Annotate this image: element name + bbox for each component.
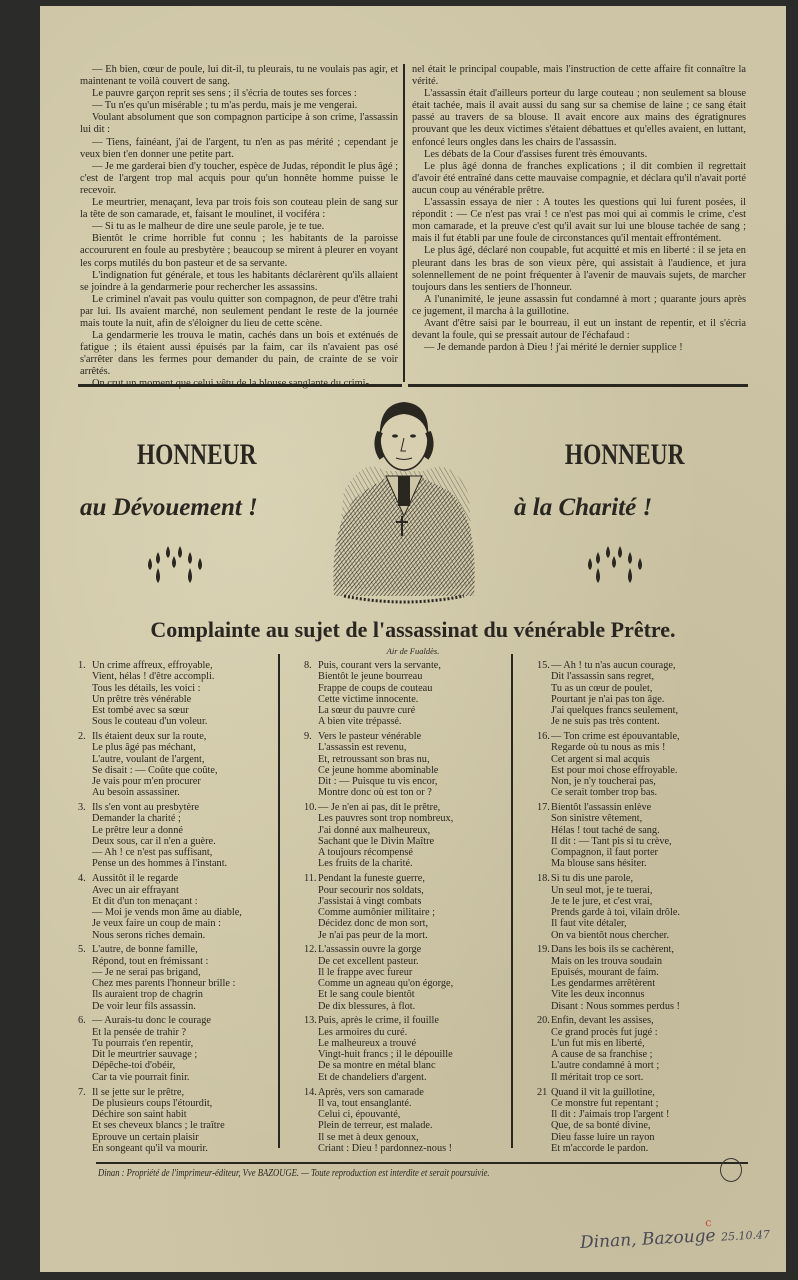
verse-text: Il se jette sur le prêtre, bbox=[92, 1086, 185, 1098]
verse-line: Ce jeune homme abominable bbox=[318, 764, 439, 776]
verse-text: L'autre, de bonne famille, bbox=[92, 944, 198, 956]
stanza bbox=[537, 731, 680, 799]
stanza bbox=[537, 660, 680, 728]
verse-text: Dans les bois ils se cachèrent, bbox=[551, 944, 674, 956]
stanza-number: 3. bbox=[78, 802, 86, 814]
verse-line: Les gendarmes arrêtèrent bbox=[551, 978, 656, 990]
verse-line: Je ne suis pas très content. bbox=[551, 716, 660, 728]
verse-line: Cet argent si mal acquis bbox=[551, 753, 650, 765]
column-divider bbox=[511, 654, 513, 1148]
stanza-number: 8. bbox=[304, 660, 312, 671]
verse-line: Et m'accorde le pardon. bbox=[551, 1142, 649, 1154]
verse-line: L'assassin est revenu, bbox=[318, 742, 407, 754]
verse-line: Ce monstre fut repentant ; bbox=[551, 1097, 659, 1109]
stanza bbox=[304, 660, 453, 728]
verse-line: — Ah ! ce n'est pas suffisant, bbox=[92, 847, 213, 859]
verse-line: Dit : — Puisque tu vis encor, bbox=[318, 776, 438, 788]
tears-ornament-icon bbox=[588, 546, 658, 601]
verse-line: Il le frappe avec fureur bbox=[318, 966, 413, 978]
handwritten-source: Dinan, Bazouge bbox=[579, 1225, 717, 1253]
stanza-number: 11. bbox=[304, 873, 317, 885]
verse-line bbox=[78, 802, 242, 813]
verse-text: Ils s'en vont au presbytère bbox=[92, 802, 200, 814]
stanza bbox=[304, 944, 453, 1012]
column-divider bbox=[278, 654, 280, 1148]
verse-line: — Moi je vends mon âme au diable, bbox=[92, 907, 242, 919]
verse-line bbox=[304, 873, 453, 884]
verse-line: Le prêtre leur a donné bbox=[92, 824, 183, 836]
article-paragraph: La gendarmerie les trouva le matin, cachés dans un bois et exténués de fatigue ; ils étaient aussi épuisés par la faim, car ils n'avaient pas osé s'arrêter dans les fermes pour demander du pain, de crainte de se voir arrêtés. bbox=[80, 330, 398, 378]
verse-line: Pour secourir nos soldats, bbox=[318, 884, 424, 896]
verse-line: Pourtant je n'ai pas ton âge. bbox=[551, 693, 665, 705]
article-paragraph: Le plus âgé, déclaré non coupable, fut acquitté et mis en liberté : il se jeta en pleurant dans les bras de son vieux père, qui assistait à l'audience, et jura solennellement de ne point fréquenter à l'avenir de mauvais sujets, de marcher toujours dans les sentiers de l'honneur. bbox=[412, 245, 746, 293]
verse-line: Ma blouse sans hésiter. bbox=[551, 858, 647, 870]
verse-line bbox=[304, 944, 453, 955]
article-paragraph: Le pauvre garçon reprit ses sens ; il s'écria de toutes ses forces : bbox=[92, 88, 357, 100]
verse-line: J'ai donné aux malheureux, bbox=[318, 824, 431, 836]
verse-line bbox=[78, 1087, 242, 1098]
stanza bbox=[537, 944, 680, 1012]
verse-line: Eprouve un certain plaisir bbox=[92, 1131, 199, 1143]
verse-line: Ils auraient trop de chagrin bbox=[92, 989, 203, 1001]
verse-line: Je vais pour m'en procurer bbox=[92, 776, 201, 788]
verse-line: Vient, hélas ! d'être accompli. bbox=[92, 671, 215, 683]
verse-line: Le malheureux a trouvé bbox=[318, 1037, 417, 1049]
verse-line: Frappe de coups de couteau bbox=[318, 682, 433, 694]
verse-text: — Aurais-tu donc le courage bbox=[92, 1015, 211, 1027]
printer-imprint: Dinan : Propriété de l'imprimeur-éditeur, Vve BAZOUGE. — Toute reproduction est interdite et serait poursuivie. bbox=[98, 1168, 490, 1179]
verse-line: En songeant qu'il va mourir. bbox=[92, 1142, 208, 1154]
verse-line: Bientôt le jeune bourreau bbox=[318, 671, 423, 683]
verse-line bbox=[304, 1015, 453, 1026]
verse-line: Son sinistre vêtement, bbox=[551, 813, 643, 825]
stanza bbox=[78, 660, 242, 728]
right-motto: à la Charité ! bbox=[514, 494, 653, 521]
verse-line: Dieu fasse luire un rayon bbox=[551, 1131, 655, 1143]
verse-line: Et de chandeliers d'argent. bbox=[318, 1071, 427, 1083]
verse-line: Je te le jure, et c'est vrai, bbox=[551, 895, 653, 907]
verse-text: Pendant la funeste guerre, bbox=[318, 873, 425, 885]
verse-line: On va bientôt nous chercher. bbox=[551, 929, 670, 941]
verse-line: L'autre condamné à mort ; bbox=[551, 1060, 660, 1072]
stanza bbox=[78, 1015, 242, 1083]
stanza-number: 1. bbox=[78, 660, 86, 671]
verse-line bbox=[304, 1087, 453, 1098]
verse-line bbox=[78, 873, 242, 884]
verse-line: Et, retroussant son bras nu, bbox=[318, 753, 430, 765]
stanza bbox=[78, 944, 242, 1012]
verse-line: Il va, tout ensanglanté. bbox=[318, 1097, 412, 1109]
stanza-number: 20. bbox=[537, 1015, 550, 1027]
stanza-number: 9. bbox=[304, 731, 312, 743]
broadside-page bbox=[40, 6, 786, 1272]
verse-line: Il méritait trop ce sort. bbox=[551, 1071, 644, 1083]
verse-line: Compagnon, il faut porter bbox=[551, 847, 658, 859]
left-motto: au Dévouement ! bbox=[80, 494, 258, 521]
verse-line: Montre donc où est ton or ? bbox=[318, 787, 432, 799]
section-rule bbox=[408, 384, 748, 387]
verse-line: Il se met à deux genoux, bbox=[318, 1131, 419, 1143]
verse-line: J'ai quelques francs seulement, bbox=[551, 705, 679, 716]
verse-line: La sœur du pauvre curé bbox=[318, 705, 416, 716]
verse-line: Les pauvres sont trop nombreux, bbox=[318, 813, 454, 825]
verse-line: L'un fut mis en liberté, bbox=[551, 1037, 645, 1049]
verse-line: De plusieurs coups l'étourdit, bbox=[92, 1097, 213, 1109]
verse-line: Hélas ! tout taché de sang. bbox=[551, 824, 660, 836]
red-mark: c bbox=[704, 1216, 712, 1230]
verse-line: Et dit d'un ton menaçant : bbox=[92, 895, 198, 907]
library-stamp bbox=[720, 1158, 742, 1182]
verse-line: J'assistai à vingt combats bbox=[318, 895, 422, 907]
stanza bbox=[304, 1087, 453, 1155]
stanza-number: 18. bbox=[537, 873, 550, 885]
verse-line: De sa montre en métal blanc bbox=[318, 1060, 436, 1072]
stanza-number: 4. bbox=[78, 873, 86, 885]
verse-line bbox=[537, 660, 680, 671]
verse-line: Sous le couteau d'un voleur. bbox=[92, 716, 208, 728]
stanza-number: 2. bbox=[78, 731, 86, 743]
verse-text: Puis, après le crime, il fouille bbox=[318, 1015, 439, 1027]
verse-line: Non, je n'y toucherai pas, bbox=[551, 776, 656, 788]
stanza bbox=[304, 1015, 453, 1083]
verse-line bbox=[537, 802, 680, 813]
column-divider bbox=[403, 64, 405, 382]
verse-line: Pense un des hommes à l'instant. bbox=[92, 858, 228, 870]
verse-line: Et ses cheveux blancs ; le traître bbox=[92, 1120, 225, 1132]
verse-line: Criant : Dieu ! pardonnez-nous ! bbox=[318, 1142, 453, 1154]
verse-line: Prends garde à toi, vilain drôle. bbox=[551, 907, 680, 919]
article-paragraph: — Tiens, fainéant, j'ai de l'argent, tu n'en as pas mérité ; cependant je veux bien t'en donner une petite part. bbox=[80, 136, 398, 160]
verse-line bbox=[304, 731, 453, 742]
song-column-3 bbox=[537, 660, 680, 1158]
verse-line: Comme aumônier militaire ; bbox=[318, 907, 435, 919]
verse-line: Au besoin assassiner. bbox=[92, 787, 180, 799]
verse-line: De cet excellent pasteur. bbox=[318, 955, 419, 967]
verse-line: De voir leur fils assassin. bbox=[92, 1000, 196, 1012]
stanza-number: 21 bbox=[537, 1086, 548, 1098]
stanza bbox=[78, 873, 242, 941]
verse-line: Tu pourrais t'en repentir, bbox=[92, 1037, 194, 1049]
verse-line: Se disait : — Coûte que coûte, bbox=[92, 764, 218, 776]
verse-line: A toujours récompensé bbox=[318, 847, 413, 859]
verse-line: Nous serons riches demain. bbox=[92, 929, 206, 941]
verse-line: Il dit : J'aimais trop l'argent ! bbox=[551, 1109, 670, 1121]
verse-line: Celui ci, épouvanté, bbox=[318, 1109, 401, 1121]
verse-line: A cause de sa franchise ; bbox=[551, 1049, 653, 1061]
verse-line: Les armoires du curé. bbox=[318, 1026, 408, 1038]
verse-text: — Je n'en ai pas, dit le prêtre, bbox=[318, 802, 441, 814]
verse-line: Disant : Nous sommes perdus ! bbox=[551, 1000, 680, 1012]
verse-line bbox=[304, 802, 453, 813]
verse-line: L'autre, voulant de l'argent, bbox=[92, 753, 205, 765]
verse-line: Comme un agneau qu'on égorge, bbox=[318, 978, 454, 990]
right-heading: HONNEUR bbox=[564, 438, 685, 471]
verse-line: Dit le meurtrier sauvage ; bbox=[92, 1049, 198, 1061]
verse-line: Est pour moi chose effroyable. bbox=[551, 764, 678, 776]
priest-portrait-engraving bbox=[324, 396, 484, 608]
section-rule bbox=[78, 384, 402, 387]
verse-line: Et le sang coule bientôt bbox=[318, 989, 415, 1001]
verse-line bbox=[537, 873, 680, 884]
article-paragraph: Le criminel n'avait pas voulu quitter son compagnon, de peur d'être trahi par lui. Ils avaient marché, non seulement pendant le reste de la journée mais toute la nuit, afin de s'éloigner du lieu de cette scène. bbox=[80, 293, 398, 329]
verse-line: A bien vite trépassé. bbox=[318, 716, 402, 728]
stanza bbox=[304, 873, 453, 941]
verse-line: Avec un air effrayant bbox=[92, 884, 179, 896]
verse-line bbox=[537, 944, 680, 955]
stanza-number: 16. bbox=[537, 731, 550, 743]
verse-line: Est tombé avec sa sœur bbox=[92, 705, 189, 716]
verse-line bbox=[78, 944, 242, 955]
verse-line: Regarde où tu nous as mis ! bbox=[551, 742, 666, 754]
verse-line: Déchire son saint habit bbox=[92, 1109, 187, 1121]
verse-line: Sachant que le Divin Maître bbox=[318, 835, 435, 847]
left-heading: HONNEUR bbox=[136, 438, 257, 471]
verse-line bbox=[537, 731, 680, 742]
article-paragraph: Le plus âgé donna de franches explications ; il dit combien il regrettait d'avoir été entraîné dans cette mauvaise compagnie, et déclara qu'il n'avait porté aucun coup au vénérable prêtre. bbox=[412, 160, 746, 196]
verse-text: Puis, courant vers la servante, bbox=[318, 660, 441, 671]
stanza-number: 10. bbox=[304, 802, 317, 814]
stanza bbox=[78, 1087, 242, 1155]
verse-line: Tous les détails, les voici : bbox=[92, 682, 201, 694]
verse-text: Vers le pasteur vénérable bbox=[318, 731, 422, 743]
article-paragraph: Les débats de la Cour d'assises furent très émouvants. bbox=[424, 148, 648, 160]
stanza bbox=[304, 802, 453, 870]
verse-line: Décidez donc de mon sort, bbox=[318, 918, 429, 930]
article-paragraph: Voulant absolument que son compagnon participe à son crime, l'assassin lui dit : bbox=[80, 112, 398, 136]
song-column-2 bbox=[304, 660, 453, 1158]
song-tune: Air de Fualdès. bbox=[386, 646, 440, 656]
article-right-column bbox=[412, 64, 746, 354]
article-paragraph: — Tu n'es qu'un misérable ; tu m'as perdu, mais je me vengerai. bbox=[92, 100, 358, 112]
verse-line: Demander la charité ; bbox=[92, 813, 181, 825]
verse-line: Plein de terreur, est malade. bbox=[318, 1120, 433, 1132]
article-paragraph: Avant d'être saisi par le bourreau, il eut un instant de repentir, et il s'écria devant la foule, qui se pressait autour de l'échafaud : bbox=[412, 317, 746, 342]
stanza bbox=[537, 873, 680, 941]
verse-line: Mais on les trouva soudain bbox=[551, 955, 662, 967]
verse-line: Cette victime innocente. bbox=[318, 693, 419, 705]
stanza bbox=[537, 802, 680, 870]
stanza-number: 13. bbox=[304, 1015, 317, 1027]
verse-line: Les fruits de la charité. bbox=[318, 858, 413, 870]
verse-text: — Ah ! tu n'as aucun courage, bbox=[551, 660, 676, 671]
verse-line: Dit l'assassin sans regret, bbox=[551, 671, 655, 683]
verse-line: De dix blessures, à flot. bbox=[318, 1000, 416, 1012]
verse-line: Le plus âgé pas méchant, bbox=[92, 742, 196, 754]
stanza bbox=[78, 802, 242, 870]
article-paragraph: L'indignation fut générale, et tous les habitants déclarèrent qu'ils allaient se joindre à la gendarmerie pour rechercher les assassins. bbox=[80, 269, 398, 293]
verse-line: Un seul mot, je te tuerai, bbox=[551, 884, 653, 896]
handwritten-annotation bbox=[579, 1216, 771, 1253]
stanza bbox=[304, 731, 453, 799]
article-paragraph: nel était le principal coupable, mais l'instruction de cette affaire fit connaître la vérité. bbox=[412, 64, 746, 88]
verse-line: Vite les deux inconnus bbox=[551, 989, 645, 1001]
stanza-number: 15. bbox=[537, 660, 550, 671]
song-column-1 bbox=[78, 660, 242, 1158]
stanza-number: 19. bbox=[537, 944, 550, 956]
verse-line: Un prêtre très vénérable bbox=[92, 693, 192, 705]
verse-line bbox=[78, 731, 242, 742]
verse-text: Un crime affreux, effroyable, bbox=[92, 660, 213, 671]
article-paragraph: Bientôt le crime horrible fut connu ; les habitants de la paroisse accoururent en foule au presbytère ; beaucoup se mirent à pleurer en voyant les corps mutilés du bon pasteur et de sa servante. bbox=[80, 233, 398, 269]
stanza bbox=[537, 1015, 680, 1083]
verse-text: Ils étaient deux sur la route, bbox=[92, 731, 207, 743]
verse-line: Que, de sa bonté divine, bbox=[551, 1120, 651, 1132]
verse-line: — Je ne serai pas brigand, bbox=[92, 966, 201, 978]
stanza-number: 5. bbox=[78, 944, 86, 956]
verse-line: Répond, tout en frémissant : bbox=[92, 955, 209, 967]
stanza-number: 12. bbox=[304, 944, 317, 956]
verse-line bbox=[537, 1087, 680, 1098]
article-paragraph: L'assassin était d'ailleurs porteur du large couteau ; non seulement sa blouse était tachée, mais il avait aussi du sang sur sa chemise de laine ; ce sang était passé au travers de sa blouse. Il avait encore aux mains des égratignures prouvant que les deux victimes s'étaient débattues et qu'elles avaient, en luttant, enfoncé leurs ongles dans les chairs de l'assassin. bbox=[412, 88, 746, 148]
verse-line: Chez mes parents l'honneur brille : bbox=[92, 978, 236, 990]
verse-line: Epuisés, mourant de faim. bbox=[551, 966, 659, 978]
article-paragraph: — Eh bien, cœur de poule, lui dit-il, tu pleurais, tu ne voulais pas agir, et maintenant te voilà couvert de sang. bbox=[80, 64, 398, 88]
stanza bbox=[78, 731, 242, 799]
verse-line: Et la pensée de trahir ? bbox=[92, 1026, 187, 1038]
verse-text: L'assassin ouvre la gorge bbox=[318, 944, 422, 956]
verse-line: Ce serait tomber trop bas. bbox=[551, 787, 658, 799]
verse-text: Si tu dis une parole, bbox=[551, 873, 634, 885]
verse-text: Enfin, devant les assises, bbox=[551, 1015, 654, 1027]
verse-text: Quand il vit la guillotine, bbox=[551, 1086, 655, 1098]
article-paragraph: — Je demande pardon à Dieu ! j'ai mérité le dernier supplice ! bbox=[424, 342, 683, 354]
verse-line: Tu as un cœur de poulet, bbox=[551, 682, 653, 694]
verse-line bbox=[78, 1015, 242, 1026]
verse-line: Je veux faire un coup de main : bbox=[92, 918, 221, 930]
stanza-number: 14. bbox=[304, 1086, 317, 1098]
article-paragraph: Le meurtrier, menaçant, leva par trois fois son couteau plein de sang sur la tête de son camarade, et, faisant le moulinet, il vociféra : bbox=[80, 197, 398, 221]
verse-text: Aussitôt il le regarde bbox=[92, 873, 179, 885]
verse-text: — Ton crime est épouvantable, bbox=[551, 731, 680, 743]
verse-line: Il dit : — Tant pis si tu crève, bbox=[551, 835, 672, 847]
article-paragraph: — Je me garderai bien d'y toucher, espèce de Judas, répondit le plus âgé ; c'est de l'argent trop mal acquis pour qu'un honnête homme puisse le recevoir. bbox=[80, 160, 398, 196]
stanza bbox=[537, 1087, 680, 1155]
tears-ornament-icon bbox=[148, 546, 218, 601]
stanza-number: 7. bbox=[78, 1086, 86, 1098]
verse-line bbox=[537, 1015, 680, 1026]
verse-text: Après, vers son camarade bbox=[318, 1086, 424, 1098]
verse-text: Bientôt l'assassin enlève bbox=[551, 802, 652, 814]
stanza-number: 6. bbox=[78, 1015, 86, 1027]
article-paragraph: A l'unanimité, le jeune assassin fut condamné à mort ; quarante jours après ce jugement, il marcha à la guillotine. bbox=[412, 293, 746, 317]
verse-line: Vingt-huit francs ; il le dépouille bbox=[318, 1049, 453, 1061]
article-paragraph: — Si tu as le malheur de dire une seule parole, je te tue. bbox=[92, 221, 325, 233]
verse-line: Il faut vite détaler, bbox=[551, 918, 627, 930]
verse-line: Car ta vie pourrait finir. bbox=[92, 1071, 190, 1083]
verse-line: Ce grand procès fut jugé : bbox=[551, 1026, 658, 1038]
footer-rule bbox=[96, 1162, 748, 1164]
handwritten-date: 25.10.47 bbox=[720, 1228, 771, 1244]
stanza-number: 17. bbox=[537, 802, 550, 814]
song-title: Complainte au sujet de l'assassinat du vénérable Prêtre. bbox=[150, 617, 676, 642]
verse-line: Je n'ai pas peur de la mort. bbox=[318, 929, 428, 941]
article-left-column bbox=[80, 64, 398, 391]
verse-line: Dépêche-toi d'obéir, bbox=[92, 1060, 176, 1072]
verse-line bbox=[304, 660, 453, 671]
verse-line: Deux sous, car il n'en a guère. bbox=[92, 835, 216, 847]
verse-line bbox=[78, 660, 242, 671]
article-paragraph: L'assassin essaya de nier : A toutes les questions qui lui furent posées, il répondit : — Ce n'est pas vrai ! ce n'est pas moi qui ai commis le crime, c'est mon camarade, et la preuve c'est qu'il avait sur lui une blouse tachée de sang ; mais il fut établi par une foule de circonstances qu'il mentait effrontément. bbox=[412, 197, 746, 245]
